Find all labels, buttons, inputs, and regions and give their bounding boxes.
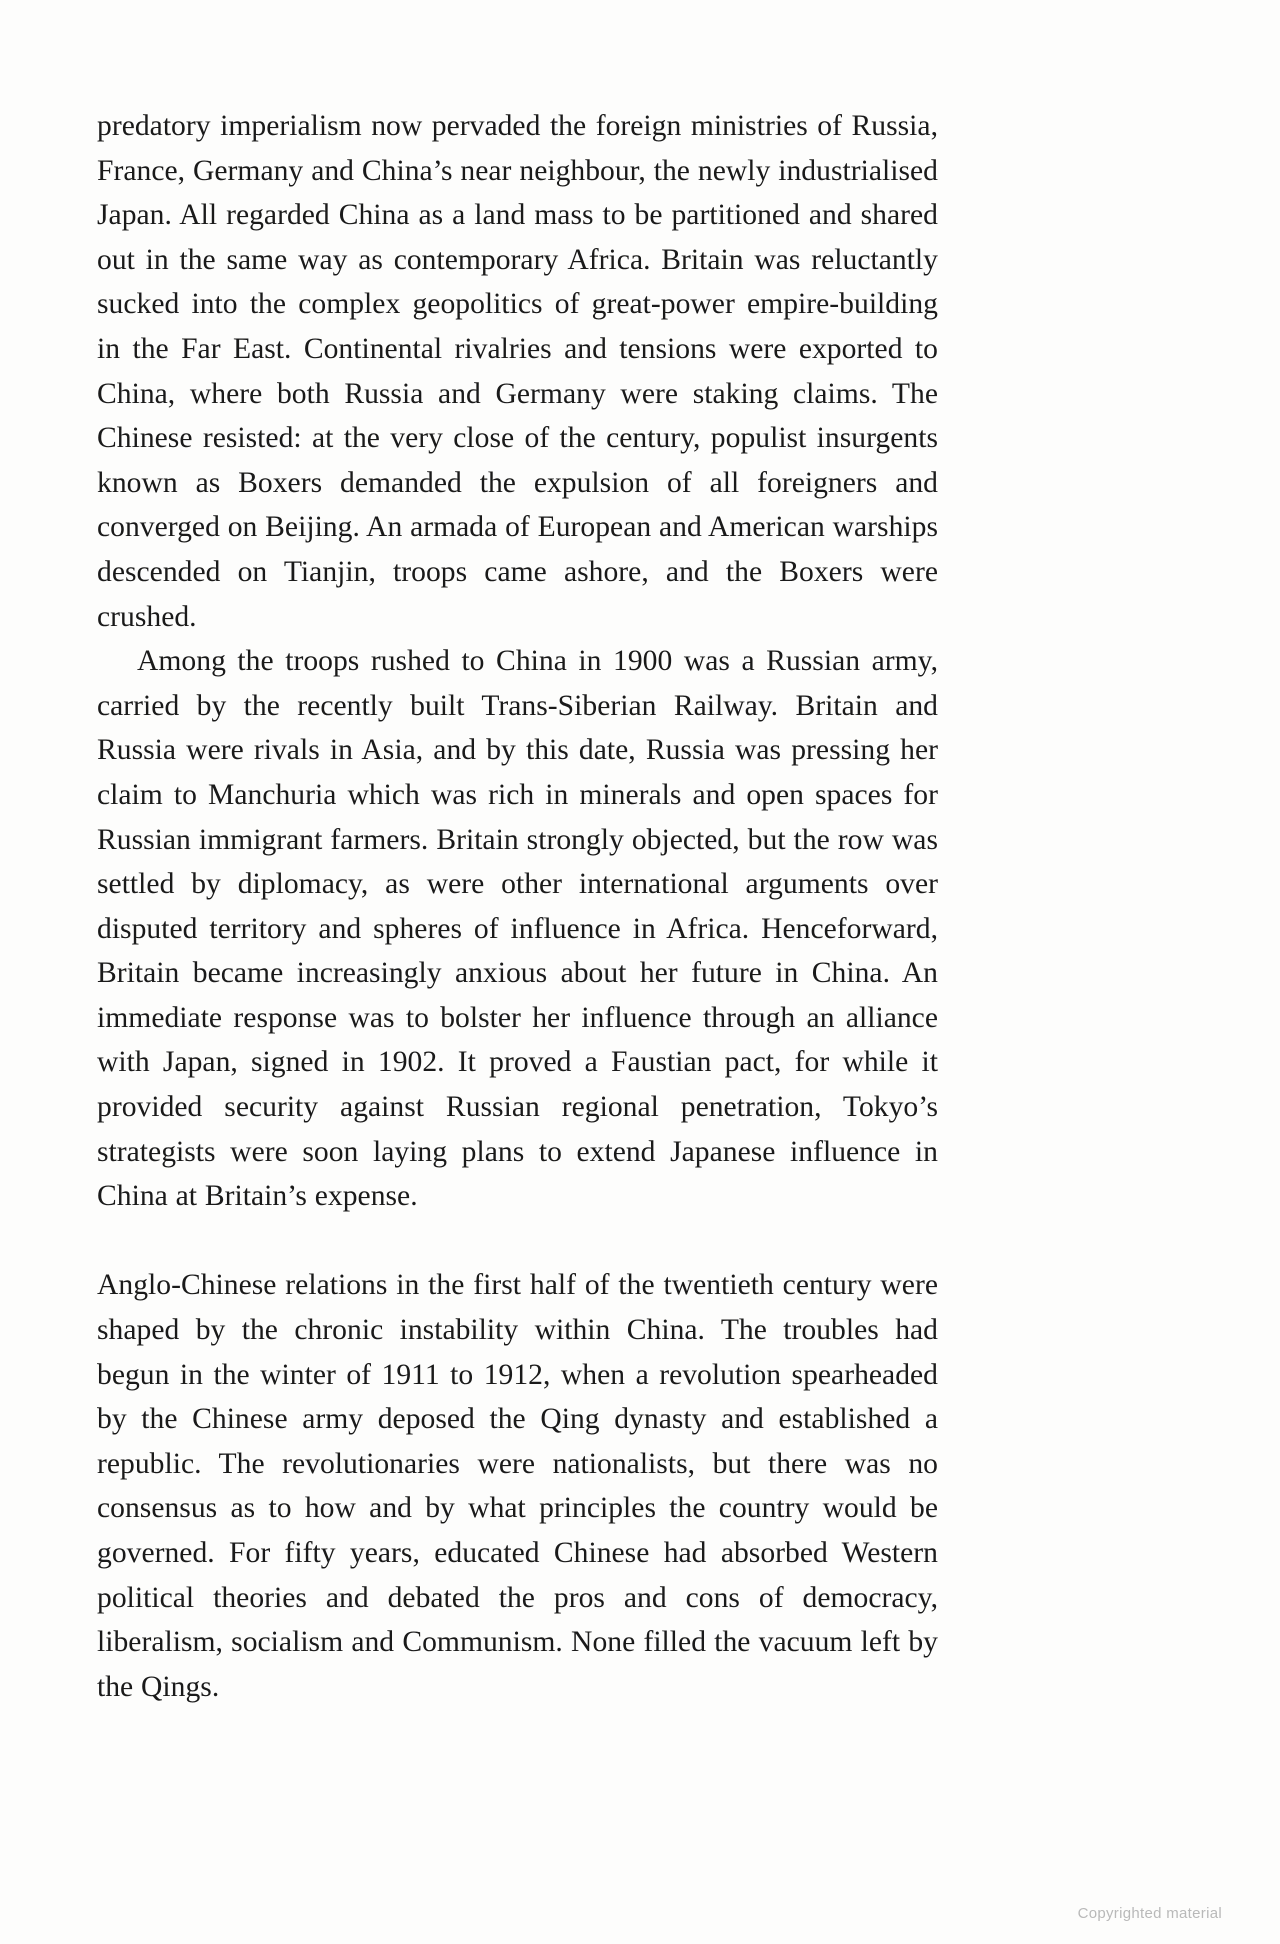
paragraph-among-the-troops: Among the troops rushed to China in 1900 was a Russian army, carried by the recently built Trans-Siberian Railway. Britain and Russia were rivals in Asia, and by this date, Russia was pressing her claim to Manchuria which was rich in minerals and open spaces for Russian immigrant farmers. Britain strongly objected, but the row was settled by diplomacy, as were other international arguments over disputed territory and spheres of influence in Africa. Henceforward, Britain became increasingly anxious about her future in China. An immediate response was to bolster her influence through an alliance with Japan, signed in 1902. It proved a Faustian pact, for while it provided security against Russian regional penetration, Tokyo’s strategists were soon laying plans to extend Japanese influence in China at Britain’s expense. — [97, 645, 938, 1213]
body-text-column — [97, 104, 938, 1709]
paragraph-continuation: predatory imperialism now pervaded the foreign ministries of Russia, France, Germany and China’s near neighbour, the newly industrialised Japan. All regarded China as a land mass to be partitioned and shared out in the same way as contemporary Africa. Britain was reluctantly sucked into the complex geopolitics of great-power empire-building in the Far East. Continental rivalries and tensions were exported to China, where both Russia and Germany were staking claims. The Chinese resisted: at the very close of the century, populist insurgents known as Boxers demanded the expulsion of all foreigners and converged on Beijing. An armada of European and American warships descended on Tianjin, troops came ashore, and the Boxers were crushed. — [97, 110, 938, 633]
copyright-watermark: Copyrighted material — [1077, 1905, 1222, 1922]
paragraph-anglo-chinese: Anglo-Chinese relations in the first half of the twentieth century were shaped by the chronic instability within China. The troubles had begun in the winter of 1911 to 1912, when a revolution spearheaded by the Chinese army deposed the Qing dynasty and established a republic. The revolutionaries were nationalists, but there was no consensus as to how and by what principles the country would be governed. For fifty years, educated Chinese had absorbed Western political theories and debated the pros and cons of democracy, liberalism, socialism and Communism. None filled the vacuum left by the Qings. — [97, 1269, 938, 1703]
